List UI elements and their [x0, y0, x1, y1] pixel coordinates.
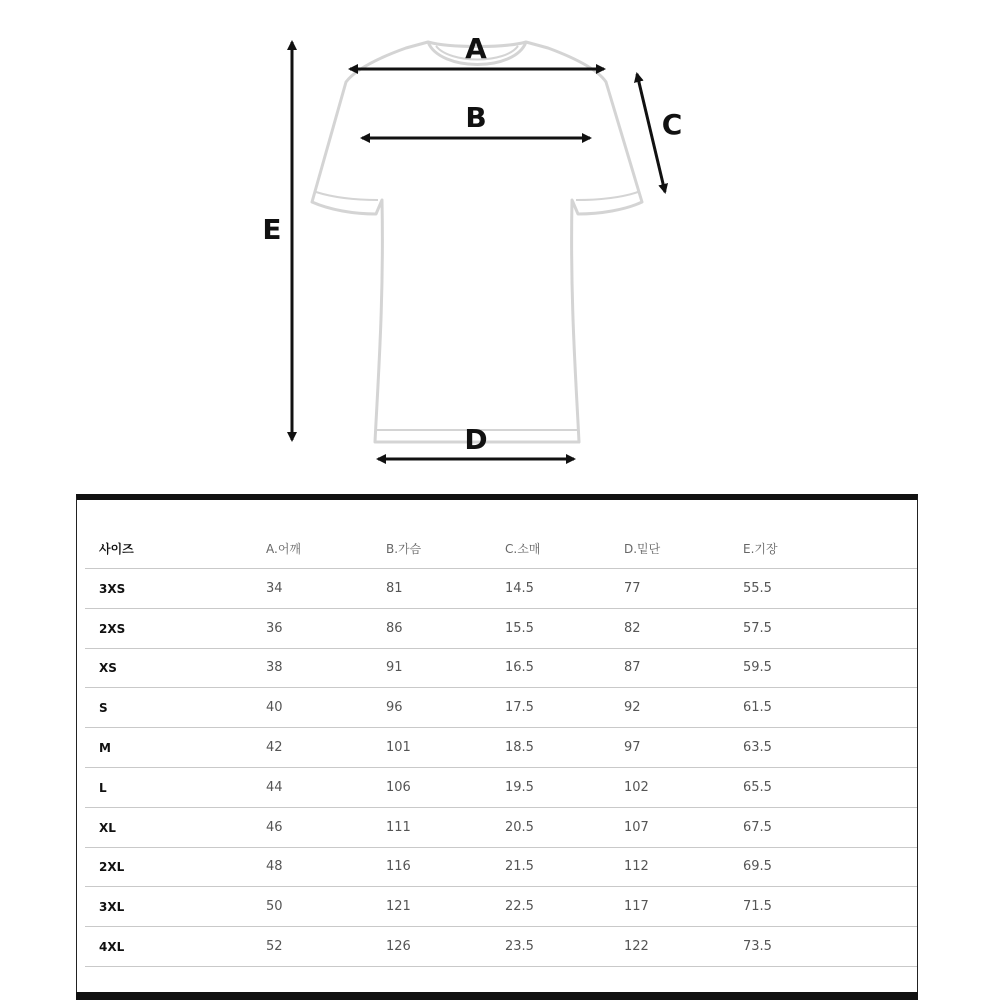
cell-shoulder: 38: [266, 660, 283, 676]
cell-sleeve: 18.5: [505, 740, 534, 755]
table-row: [85, 729, 917, 768]
cell-hem: 117: [624, 899, 649, 915]
cell-size: XL: [99, 820, 116, 835]
cell-shoulder: 46: [266, 819, 283, 835]
cell-hem: 102: [624, 779, 649, 795]
cell-size: 3XL: [99, 900, 125, 915]
size-chart-table: [76, 494, 918, 1000]
cell-hem: 92: [624, 700, 641, 716]
cell-shoulder: 34: [266, 580, 283, 596]
cell-chest: 96: [386, 700, 403, 716]
cell-chest: 91: [386, 660, 403, 676]
cell-sleeve: 22.5: [505, 899, 534, 915]
label-c: C: [661, 108, 683, 141]
header-hem: D.밑단: [624, 542, 661, 556]
cell-sleeve: 14.5: [505, 580, 534, 596]
cell-size: XS: [99, 661, 117, 676]
cell-size: 3XS: [99, 581, 126, 596]
cell-hem: 97: [624, 740, 641, 755]
cell-length: 55.5: [743, 580, 772, 596]
table-row: [85, 769, 917, 808]
label-d: D: [464, 423, 488, 456]
table-row: [85, 610, 917, 649]
cell-size: S: [99, 701, 108, 716]
cell-sleeve: 16.5: [505, 660, 534, 676]
header-chest: B.가슴: [386, 542, 422, 556]
header-size: 사이즈: [99, 542, 134, 556]
cell-size: M: [99, 741, 111, 755]
cell-length: 73.5: [743, 939, 772, 954]
table-row: [85, 649, 917, 688]
cell-chest: 86: [386, 620, 403, 636]
cell-length: 67.5: [743, 819, 772, 835]
table-bottom-bar: [76, 992, 918, 1000]
cell-chest: 81: [386, 580, 403, 596]
cell-chest: 121: [386, 899, 411, 915]
cell-shoulder: 42: [266, 740, 283, 755]
cell-chest: 111: [386, 819, 411, 835]
tshirt-measurement-diagram: [0, 0, 1000, 490]
cell-shoulder: 48: [266, 859, 283, 875]
cell-size: 2XL: [99, 860, 125, 875]
cell-shoulder: 40: [266, 700, 283, 716]
header-length: E.기장: [743, 542, 778, 556]
cell-hem: 87: [624, 660, 641, 676]
label-a: A: [465, 32, 487, 65]
cell-hem: 122: [624, 939, 649, 954]
cell-size: 2XS: [99, 621, 126, 636]
cell-length: 65.5: [743, 779, 772, 795]
cell-sleeve: 17.5: [505, 700, 534, 716]
cell-length: 61.5: [743, 700, 772, 716]
cell-sleeve: 19.5: [505, 779, 534, 795]
cell-shoulder: 52: [266, 939, 283, 954]
cell-sleeve: 23.5: [505, 939, 534, 954]
header-shoulder: A.어깨: [266, 542, 301, 556]
cell-shoulder: 44: [266, 779, 283, 795]
table-row: [85, 848, 917, 887]
cell-sleeve: 20.5: [505, 819, 534, 835]
table-row: [85, 689, 917, 728]
header-sleeve: C.소매: [505, 542, 541, 556]
cell-length: 71.5: [743, 899, 772, 915]
cell-hem: 112: [624, 859, 649, 875]
cell-sleeve: 21.5: [505, 859, 534, 875]
cell-hem: 82: [624, 620, 641, 636]
cell-sleeve: 15.5: [505, 620, 534, 636]
cell-hem: 77: [624, 580, 641, 596]
table-header-row: [85, 530, 917, 569]
table-row: [85, 570, 917, 609]
table-row: [85, 928, 917, 967]
cell-size: L: [99, 780, 107, 795]
cell-chest: 106: [386, 779, 411, 795]
cell-shoulder: 36: [266, 620, 283, 636]
table-row: [85, 888, 917, 927]
table-row: [85, 809, 917, 848]
label-e: E: [262, 213, 282, 246]
cell-chest: 116: [386, 859, 411, 875]
cell-length: 59.5: [743, 660, 772, 676]
cell-length: 63.5: [743, 740, 772, 755]
cell-length: 69.5: [743, 859, 772, 875]
cell-shoulder: 50: [266, 899, 283, 915]
cell-length: 57.5: [743, 620, 772, 636]
cell-hem: 107: [624, 819, 649, 835]
cell-chest: 126: [386, 939, 411, 954]
cell-chest: 101: [386, 740, 411, 755]
label-b: B: [465, 101, 487, 134]
cell-size: 4XL: [99, 940, 125, 954]
